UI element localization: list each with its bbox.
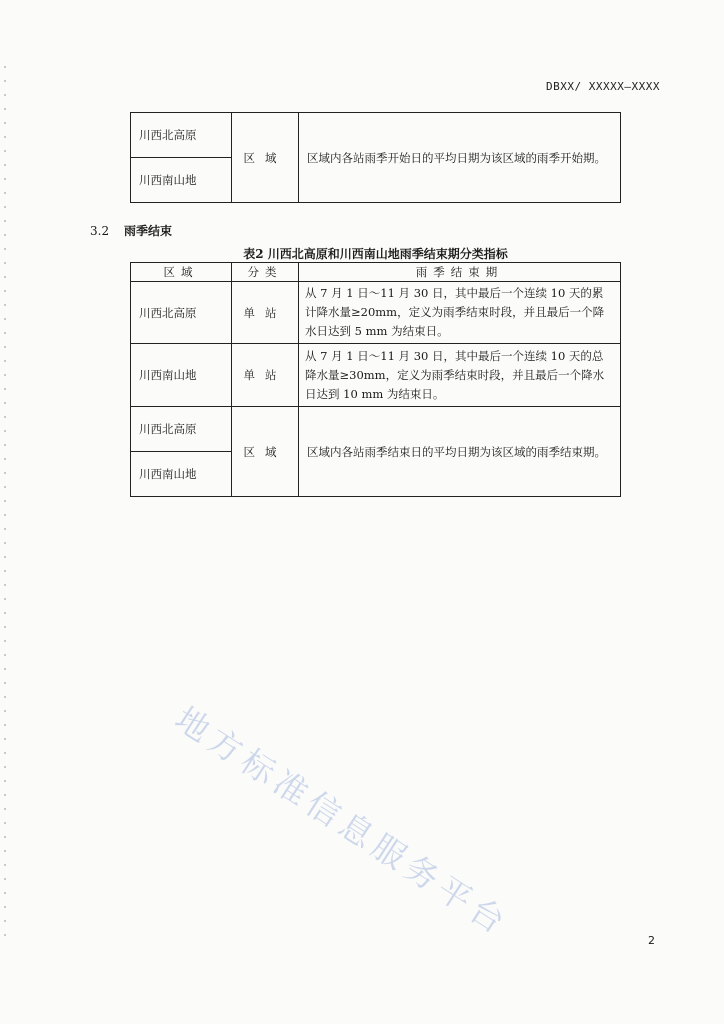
definition-cell: 区域内各站雨季结束日的平均日期为该区域的雨季结束期。 (299, 407, 621, 497)
region-cell: 川西南山地 (131, 344, 232, 407)
definition-cell: 从 7 月 1 日～11 月 30 日，其中最后一个连续 10 天的累计降水量≥20mm，定义为雨季结束时段，并且最后一个降水日达到 5 mm 为结束日。 (299, 282, 621, 344)
document-code: DBXX/ XXXXX—XXXX (546, 80, 660, 93)
region-cell: 川西南山地 (131, 452, 232, 497)
table-header-row (131, 263, 621, 282)
table-row (131, 113, 621, 158)
section-heading (90, 222, 172, 239)
table-rainy-season-end (130, 262, 621, 497)
classification-cell: 单站 (232, 282, 299, 344)
page-number: 2 (648, 934, 655, 947)
table-rainy-season-start-regional (130, 112, 621, 203)
header-region: 区域 (131, 263, 232, 282)
watermark: 地方标准信息服务平台 (168, 698, 517, 944)
table-row (131, 407, 621, 452)
classification-cell: 区域 (232, 407, 299, 497)
classification-cell: 单站 (232, 344, 299, 407)
table-row (131, 282, 621, 344)
classification-cell: 区域 (232, 113, 299, 203)
section-title: 雨季结束 (124, 224, 173, 238)
definition-cell: 从 7 月 1 日～11 月 30 日，其中最后一个连续 10 天的总降水量≥30mm，定义为雨季结束时段，并且最后一个降水日达到 10 mm 为结束日。 (299, 344, 621, 407)
header-definition: 雨季结束期 (299, 263, 621, 282)
table-row (131, 344, 621, 407)
region-cell: 川西南山地 (131, 158, 232, 203)
region-cell: 川西北高原 (131, 282, 232, 344)
region-cell: 川西北高原 (131, 407, 232, 452)
header-classification: 分类 (232, 263, 299, 282)
scan-margin-dots (4, 60, 6, 940)
section-number: 3.2 (90, 224, 110, 238)
definition-cell: 区域内各站雨季开始日的平均日期为该区域的雨季开始期。 (299, 113, 621, 203)
region-cell: 川西北高原 (131, 113, 232, 158)
table-caption: 表2 川西北高原和川西南山地雨季结束期分类指标 (243, 247, 508, 261)
